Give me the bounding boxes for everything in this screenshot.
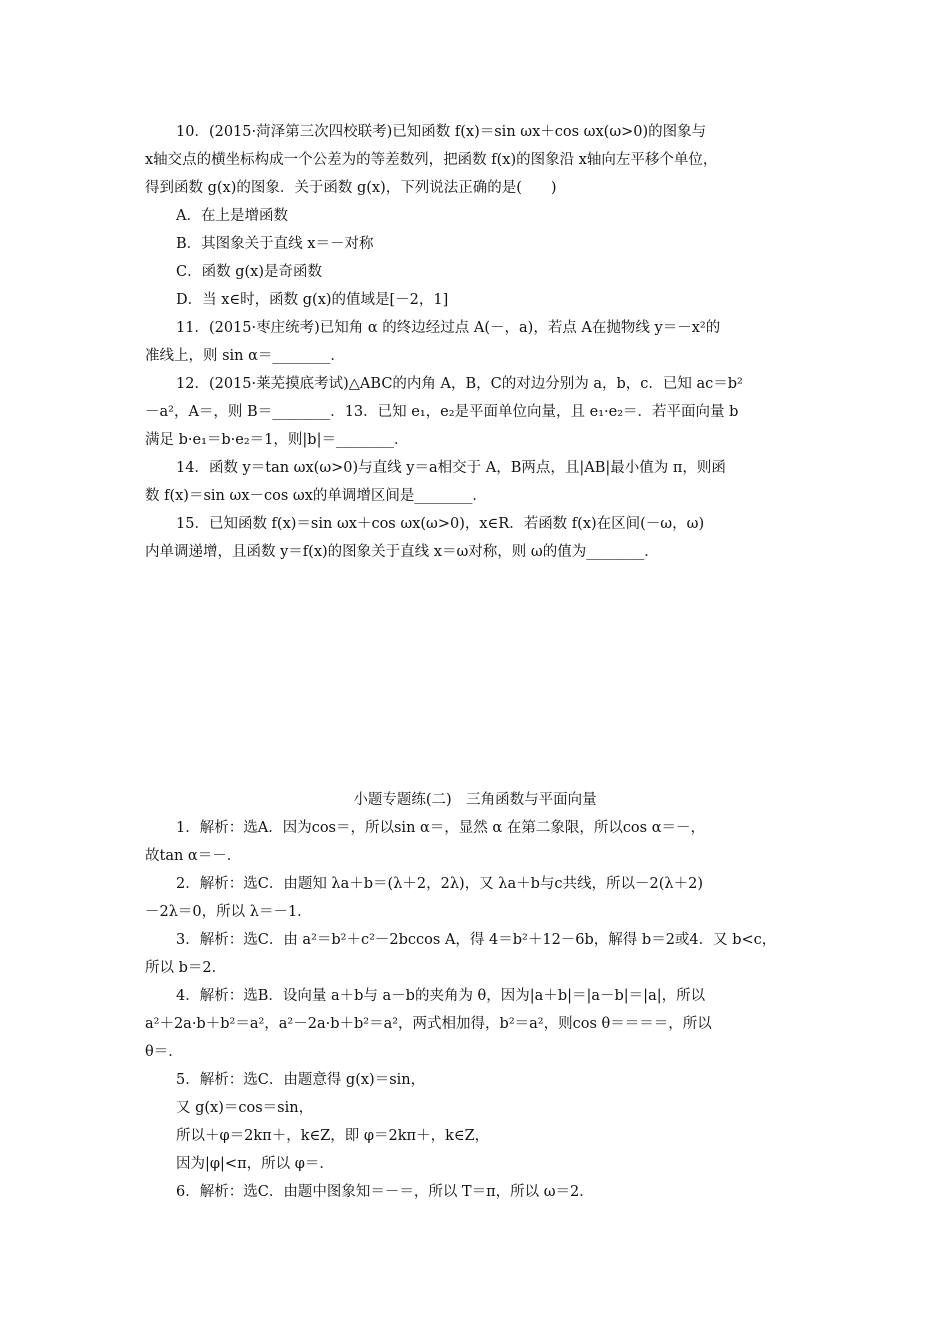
problem-14-line-2: 数 f(x)＝sin ωx－cos ωx的单调增区间是________．: [145, 488, 487, 504]
answer-1-line-1: 1．解析：选A．因为cos＝，所以sin α＝，显然 α 在第二象限，所以cos α＝－，: [176, 820, 706, 836]
problem-15-line-2: 内单调递增，且函数 y＝f(x)的图象关于直线 x＝ω对称，则 ω的值为________．: [145, 544, 659, 560]
answers-section-title: 小题专题练(二) 三角函数与平面向量: [353, 792, 597, 808]
answer-5-line-3: 所以＋φ＝2kπ＋，k∈Z，即 φ＝2kπ＋，k∈Z，: [176, 1128, 490, 1144]
answer-4-line-1: 4．解析：选B．设向量 a＋b与 a－b的夹角为 θ，因为|a＋b|＝|a－b|＝|a|，所以: [176, 988, 706, 1004]
problem-10-option-d: D．当 x∈时，函数 g(x)的值域是[－2，1]: [176, 292, 449, 308]
answer-5-line-1: 5．解析：选C．由题意得 g(x)＝sin，: [176, 1072, 426, 1088]
answer-2-line-2: －2λ＝0，所以 λ＝－1．: [145, 904, 312, 920]
problem-11-line-1: 11．(2015·枣庄统考)已知角 α 的终边经过点 A(－，a)，若点 A在抛物线 y＝－x²的: [176, 320, 721, 336]
answer-5-line-2: 又 g(x)＝cos＝sin，: [176, 1100, 314, 1116]
problem-10-option-b: B．其图象关于直线 x＝－对称: [176, 236, 374, 252]
problem-11-line-2: 准线上，则 sin α＝________．: [145, 348, 345, 364]
problem-15-line-1: 15．已知函数 f(x)＝sin ωx＋cos ωx(ω>0)，x∈R．若函数 f(x)在区间(－ω，ω): [176, 516, 705, 532]
problem-10-line-1: 10．(2015·菏泽第三次四校联考)已知函数 f(x)＝sin ωx＋cos ωx(ω>0)的图象与: [176, 124, 707, 140]
problem-14-line-1: 14．函数 y＝tan ωx(ω>0)与直线 y＝a相交于 A，B两点，且|AB|最小值为 π，则函: [176, 460, 726, 476]
answer-6-line-1: 6．解析：选C．由题中图象知＝－＝，所以 T＝π，所以 ω＝2．: [176, 1184, 594, 1200]
problem-12-line-1: 12．(2015·莱芜摸底考试)△ABC的内角 A，B，C的对边分别为 a，b，c．已知 ac＝b²: [176, 376, 743, 392]
answer-4-line-2: a²＋2a·b＋b²＝a²，a²－2a·b＋b²＝a²，两式相加得，b²＝a²，则cos θ＝＝＝＝，所以: [145, 1016, 712, 1032]
answer-3-line-1: 3．解析：选C．由 a²＝b²＋c²－2bccos A，得 4＝b²＋12－6b，解得 b＝2或4．又 b<c，: [176, 932, 777, 948]
problem-10-line-2: x轴交点的横坐标构成一个公差为的等差数列，把函数 f(x)的图象沿 x轴向左平移个单位，: [145, 152, 718, 168]
answer-5-line-4: 因为|φ|<π，所以 φ＝．: [176, 1156, 334, 1172]
problem-10-option-a: A．在上是增函数: [176, 208, 288, 224]
problem-13-line-3: 满足 b·e₁＝b·e₂＝1，则|b|＝________．: [145, 432, 409, 448]
answer-4-line-3: θ＝．: [145, 1044, 183, 1060]
answer-1-line-2: 故tan α＝－．: [145, 848, 242, 864]
problem-10-line-3: 得到函数 g(x)的图象．关于函数 g(x)，下列说法正确的是( ): [145, 180, 557, 196]
problem-12-13-line-2: －a²，A＝，则 B＝________．13．已知 e₁，e₂是平面单位向量，且 e₁·e₂＝．若平面向量 b: [145, 404, 739, 420]
answer-3-line-2: 所以 b＝2．: [145, 960, 227, 976]
problem-10-option-c: C．函数 g(x)是奇函数: [176, 264, 322, 280]
answer-2-line-1: 2．解析：选C．由题知 λa＋b＝(λ＋2，2λ)，又 λa＋b与c共线，所以－2(λ＋2): [176, 876, 703, 892]
